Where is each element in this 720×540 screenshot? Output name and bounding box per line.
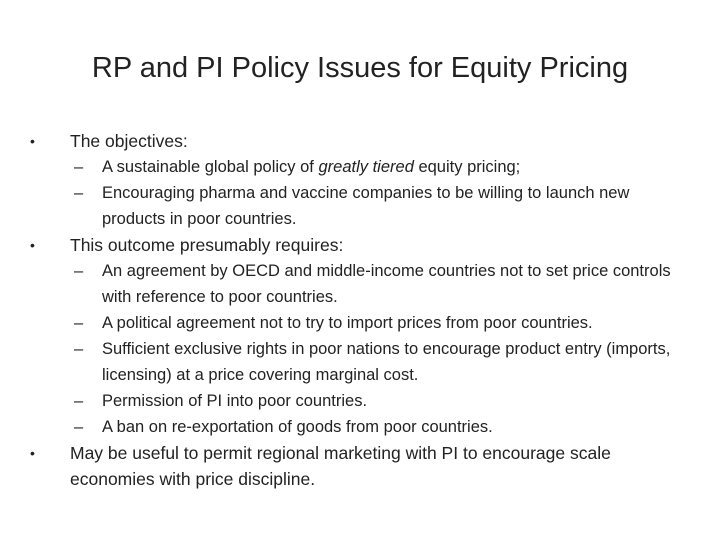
sub-bullet-text: Encouraging pharma and vaccine companies to be willing to launch new products in poor countries. [102,184,630,228]
sub-bullet-text: Sufficient exclusive rights in poor nations to encourage product entry (imports, licensing) at a price covering marginal cost. [102,340,671,384]
slide-title: RP and PI Policy Issues for Equity Pricing [91,52,629,84]
bullet-marker: • [30,133,35,149]
sub-bullet-text: An agreement by OECD and middle-income countries not to set price controls with reference to poor countries. [102,262,671,306]
sub-bullet-text-pre: A sustainable global policy of [102,158,319,176]
sub-bullet-item [0,258,720,310]
dash-marker: – [74,158,84,176]
bullet-text: May be useful to permit regional marketing with PI to encourage scale economies with price discipline. [70,443,611,489]
dash-marker: – [74,418,84,436]
slide-content [0,128,720,492]
sub-bullet-item [0,154,720,180]
sub-bullet-text: Permission of PI into poor countries. [102,392,368,410]
sub-bullet-item [0,180,720,232]
sub-bullet-text-post: equity pricing; [413,158,521,176]
dash-marker: – [74,184,84,202]
sub-bullet-item [0,414,720,440]
dash-marker: – [74,340,84,358]
dash-marker: – [74,314,84,332]
sub-bullet-text-italic: greatly tiered [318,158,414,176]
bullet-item [0,440,720,492]
sub-bullet-item [0,336,720,388]
sub-bullet-item [0,388,720,414]
dash-marker: – [74,262,84,280]
bullet-text: The objectives: [70,131,188,151]
bullet-text: This outcome presumably requires: [70,235,344,255]
bullet-item [0,232,720,258]
bullet-marker: • [30,445,35,461]
bullet-item [0,128,720,154]
sub-bullet-item [0,310,720,336]
bullet-marker: • [30,237,35,253]
sub-bullet-text: A political agreement not to try to import prices from poor countries. [102,314,593,332]
dash-marker: – [74,392,84,410]
sub-bullet-text: A ban on re-exportation of goods from poor countries. [102,418,493,436]
